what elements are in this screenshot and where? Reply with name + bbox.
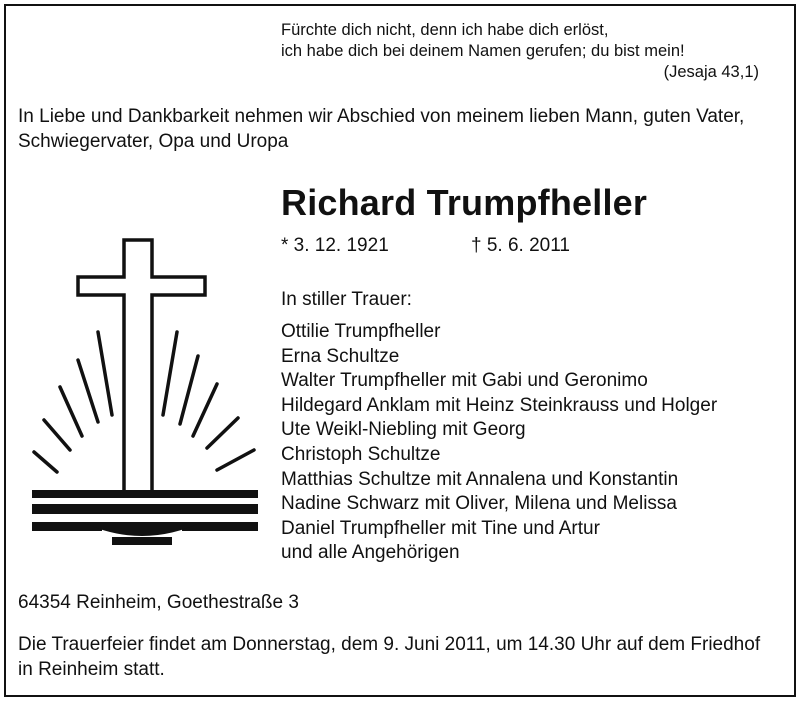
mourner-item: Erna Schultze bbox=[281, 345, 400, 367]
mourner-item: Daniel Trumpfheller mit Tine und Artur bbox=[281, 517, 600, 539]
mourner-item: Nadine Schwarz mit Oliver, Milena und Melissa bbox=[281, 493, 677, 515]
verse-line-2: ich habe dich bei deinem Namen gerufen; du bist mein! bbox=[281, 42, 685, 60]
mourner-item: Ottilie Trumpfheller bbox=[281, 321, 441, 342]
mourners-heading: In stiller Trauer: bbox=[281, 289, 412, 310]
mourner-item: Walter Trumpfheller mit Gabi und Geronimo bbox=[281, 370, 648, 392]
mourner-item: Ute Weikl-Niebling mit Georg bbox=[281, 419, 526, 441]
bible-verse bbox=[281, 20, 759, 83]
mourner-item: Matthias Schultze mit Annalena und Konstantin bbox=[281, 468, 679, 490]
death-date: † 5. 6. 2011 bbox=[471, 235, 570, 256]
verse-line-1: Fürchte dich nicht, denn ich habe dich erlöst, bbox=[281, 21, 609, 39]
funeral-info: Die Trauerfeier findet am Donnerstag, dem 9. Juni 2011, um 14.30 Uhr auf dem Friedhof in Reinheim statt. bbox=[18, 634, 761, 680]
mourner-item: und alle Angehörigen bbox=[281, 542, 460, 564]
life-dates bbox=[281, 235, 570, 257]
intro-text: In Liebe und Dankbarkeit nehmen wir Abschied von meinem lieben Mann, guten Vater, Schwiegervater, Opa und Uropa bbox=[18, 106, 745, 152]
mourner-item: Hildegard Anklam mit Heinz Steinkrauss und Holger bbox=[281, 394, 718, 416]
cross-with-rising-sun-icon bbox=[12, 232, 272, 562]
mourners-list bbox=[281, 320, 717, 566]
mourner-item: Christoph Schultze bbox=[281, 443, 441, 465]
family-address: 64354 Reinheim, Goethestraße 3 bbox=[18, 592, 299, 613]
deceased-name: Richard Trumpfheller bbox=[281, 182, 648, 223]
verse-reference: (Jesaja 43,1) bbox=[663, 63, 759, 81]
birth-date: * 3. 12. 1921 bbox=[281, 235, 389, 256]
